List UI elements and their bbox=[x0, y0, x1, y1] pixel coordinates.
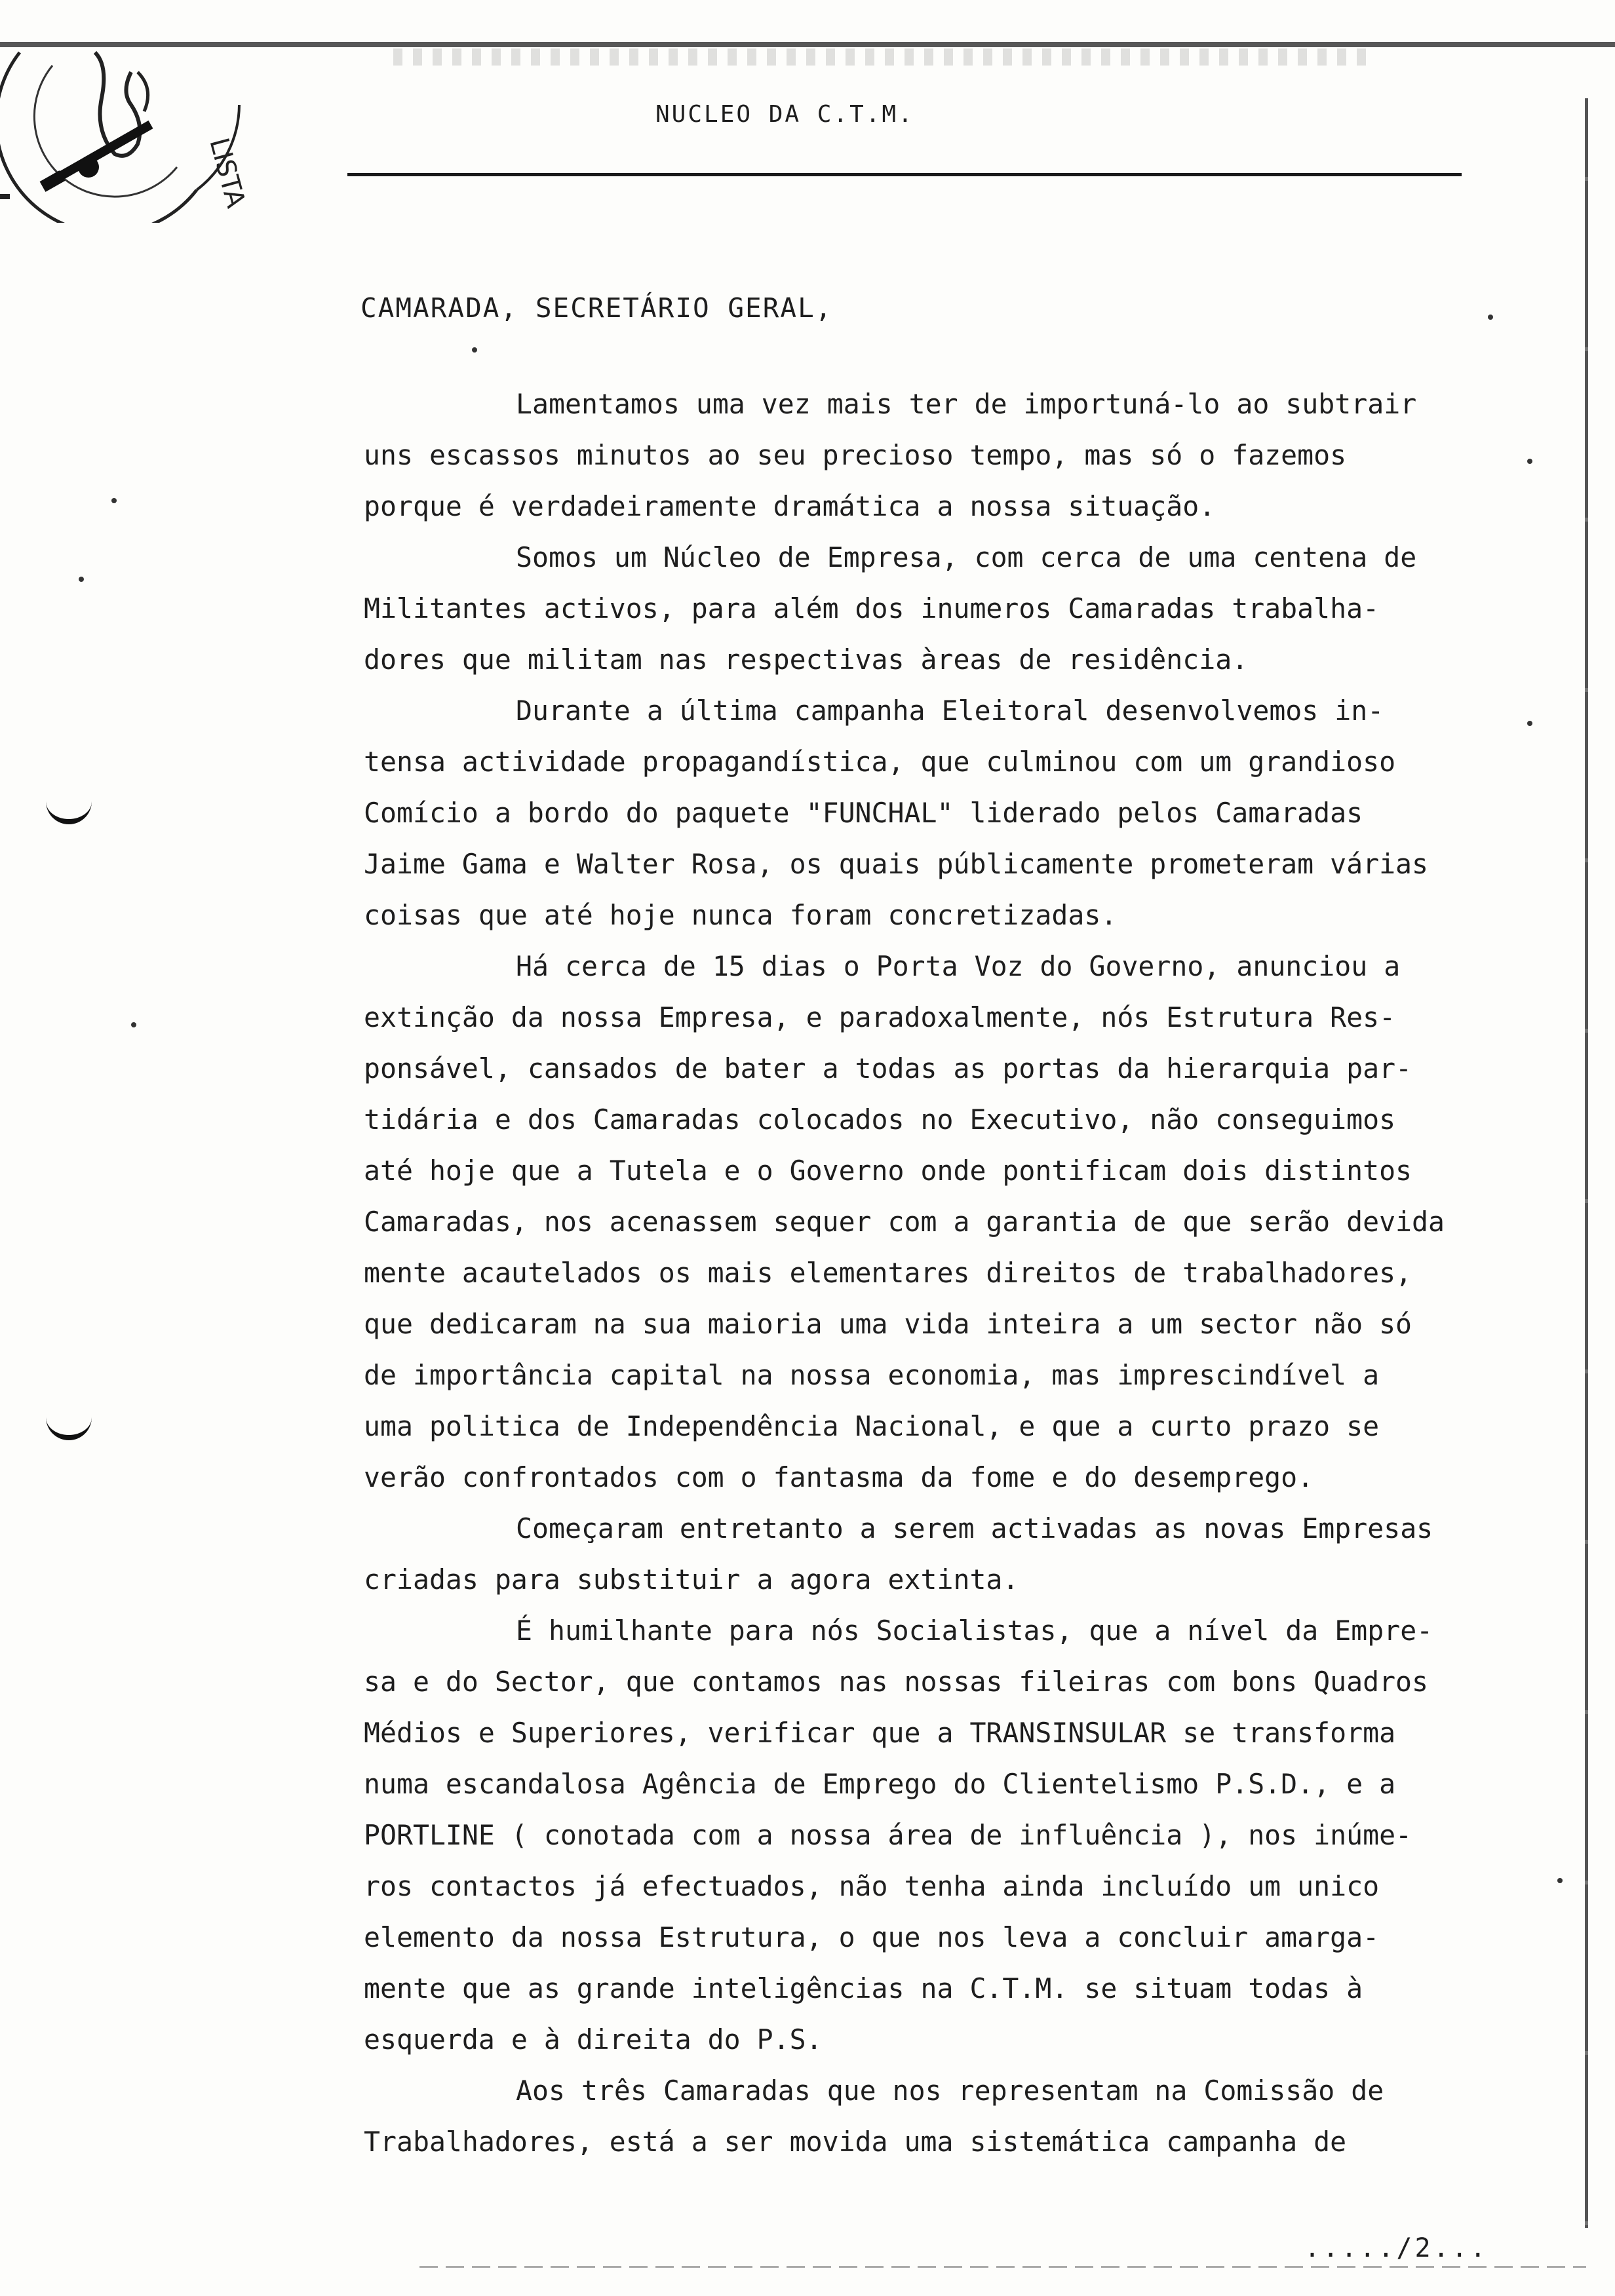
party-stamp bbox=[0, 26, 256, 223]
letter-paragraph bbox=[364, 2065, 1557, 2168]
letter-line: ros contactos já efectuados, não tenha ainda incluído um unico bbox=[364, 1870, 1380, 1902]
letter-line: numa escandalosa Agência de Emprego do Clientelismo P.S.D., e a bbox=[364, 1768, 1396, 1800]
letter-line: dores que militam nas respectivas àreas de residência. bbox=[364, 643, 1249, 676]
letter-line: É humilhante para nós Socialistas, que a nível da Empre- bbox=[516, 1615, 1433, 1647]
top-scan-smudge bbox=[393, 48, 1376, 66]
scan-speck bbox=[1527, 459, 1532, 464]
letter-line: de importância capital na nossa economia, mas imprescindível a bbox=[364, 1359, 1380, 1391]
letter-line: sa e do Sector, que contamos nas nossas fileiras com bons Quadros bbox=[364, 1666, 1429, 1698]
scan-speck bbox=[111, 498, 117, 503]
letter-line: ponsável, cansados de bater a todas as portas da hierarquia par- bbox=[364, 1052, 1412, 1084]
letter-line: Começaram entretanto a serem activadas as novas Empresas bbox=[516, 1512, 1433, 1544]
header-rule bbox=[347, 173, 1462, 176]
letter-line: Jaime Gama e Walter Rosa, os quais públicamente prometeram várias bbox=[364, 848, 1429, 880]
scan-speck bbox=[1527, 721, 1532, 726]
scan-speck bbox=[131, 1022, 136, 1027]
scan-speck bbox=[472, 347, 477, 353]
letter-paragraph bbox=[364, 1605, 1557, 2065]
letter-line: Lamentamos uma vez mais ter de importuná-lo ao subtrair bbox=[516, 388, 1417, 420]
letter-line: tensa actividade propagandística, que culminou com um grandioso bbox=[364, 746, 1396, 778]
letter-line: Camaradas, nos acenassem sequer com a garantia de que serão devida bbox=[364, 1206, 1445, 1238]
salutation: CAMARADA, SECRETÁRIO GERAL, bbox=[360, 292, 833, 324]
letter-line: Aos três Camaradas que nos representam na Comissão de bbox=[516, 2075, 1384, 2107]
letter-line: até hoje que a Tutela e o Governo onde pontificam dois distintos bbox=[364, 1155, 1412, 1187]
letter-line: criadas para substituir a agora extinta. bbox=[364, 1563, 1019, 1596]
letter-line: uns escassos minutos ao seu precioso tempo, mas só o fazemos bbox=[364, 439, 1347, 471]
binder-hole-mark bbox=[46, 793, 92, 824]
letter-paragraph bbox=[364, 685, 1557, 941]
letter-line: Militantes activos, para além dos inumeros Camaradas trabalha- bbox=[364, 592, 1380, 624]
letter-paragraph bbox=[364, 941, 1557, 1503]
letter-line: mente acautelados os mais elementares direitos de trabalhadores, bbox=[364, 1257, 1412, 1289]
letter-line: que dedicaram na sua maioria uma vida inteira a um sector não só bbox=[364, 1308, 1412, 1340]
letter-paragraph bbox=[364, 532, 1557, 685]
letter-line: Médios e Superiores, verificar que a TRANSINSULAR se transforma bbox=[364, 1717, 1396, 1749]
letter-line: uma politica de Independência Nacional, e que a curto prazo se bbox=[364, 1410, 1380, 1442]
letter-paragraph bbox=[364, 1503, 1557, 1605]
letter-header-title: NUCLEO DA C.T.M. bbox=[655, 101, 914, 128]
letter-paragraph bbox=[364, 379, 1557, 532]
letter-line: Trabalhadores, está a ser movida uma sistemática campanha de bbox=[364, 2126, 1347, 2158]
right-scan-border bbox=[1585, 98, 1588, 2228]
letter-line: Há cerca de 15 dias o Porta Voz do Governo, anunciou a bbox=[516, 950, 1401, 982]
page-continuation-marker: ...../2... bbox=[1304, 2233, 1489, 2263]
letter-line: Somos um Núcleo de Empresa, com cerca de uma centena de bbox=[516, 541, 1417, 573]
letter-line: Comício a bordo do paquete "FUNCHAL" liderado pelos Camaradas bbox=[364, 797, 1363, 829]
svg-text:LISTA: LISTA bbox=[203, 134, 251, 212]
binder-hole-mark bbox=[46, 1409, 92, 1440]
letter-line: tidária e dos Camaradas colocados no Executivo, não conseguimos bbox=[364, 1103, 1396, 1136]
letter-line: mente que as grande inteligências na C.T.M. se situam todas à bbox=[364, 1972, 1363, 2004]
letter-line: elemento da nossa Estrutura, o que nos leva a concluir amarga- bbox=[364, 1921, 1380, 1953]
letter-line: esquerda e à direita do P.S. bbox=[364, 2023, 823, 2056]
scan-speck bbox=[79, 577, 84, 582]
scan-speck bbox=[1488, 315, 1493, 320]
letter-line: PORTLINE ( conotada com a nossa área de influência ), nos inúme- bbox=[364, 1819, 1412, 1851]
letter-body bbox=[364, 379, 1557, 2168]
scan-speck bbox=[1557, 1878, 1563, 1883]
letter-line: coisas que até hoje nunca foram concretizadas. bbox=[364, 899, 1118, 931]
bottom-scan-border bbox=[419, 2266, 1586, 2268]
letter-line: porque é verdadeiramente dramática a nossa situação. bbox=[364, 490, 1216, 522]
letter-line: Durante a última campanha Eleitoral desenvolvemos in- bbox=[516, 695, 1384, 727]
letter-line: verão confrontados com o fantasma da fome e do desemprego. bbox=[364, 1461, 1314, 1493]
letter-line: extinção da nossa Empresa, e paradoxalmente, nós Estrutura Res- bbox=[364, 1001, 1396, 1033]
